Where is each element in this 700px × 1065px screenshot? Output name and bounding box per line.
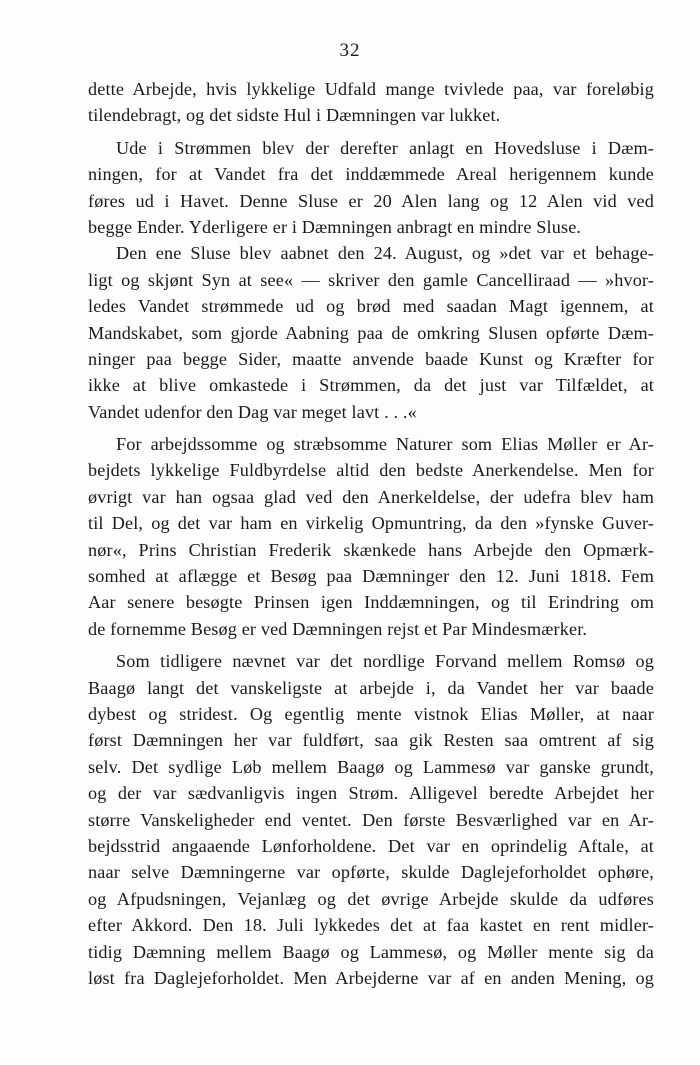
body-text — [88, 76, 654, 991]
text-line: og der var sædvanligvis ingen Strøm. Alligevel beredte Arbejdet her — [88, 783, 654, 804]
text-line: først Dæmningen her var fuldført, saa gik Resten saa omtrent af sig — [88, 730, 654, 751]
paragraph — [88, 135, 654, 241]
text-line: føres ud i Havet. Denne Sluse er 20 Alen lang og 12 Alen vid ved — [88, 190, 654, 211]
text-line: Den ene Sluse blev aabnet den 24. August, og »det var et behage- — [116, 243, 654, 264]
text-line: Baagø langt det vanskeligste at arbejde i, da Vandet her var baade — [88, 677, 654, 698]
text-line: til Del, og det var ham en virkelig Opmuntring, da den »fynske Guver- — [88, 513, 654, 534]
text-line: tidig Dæmning mellem Baagø og Lammesø, og Møller mente sig da — [88, 941, 654, 962]
text-line: de fornemme Besøg er ved Dæmningen rejst et Par Mindesmærker. — [88, 618, 588, 639]
text-line: nør«, Prins Christian Frederik skænkede hans Arbejde den Opmærk- — [88, 539, 654, 560]
text-line: somhed at aflægge et Besøg paa Dæmninger den 12. Juni 1818. Fem — [88, 566, 654, 587]
paragraph — [88, 76, 654, 129]
text-line: Ude i Strømmen blev der derefter anlagt en Hovedsluse i Dæm- — [116, 137, 654, 158]
text-line: øvrigt var han ogsaa glad ved den Anerkeldelse, der udefra blev ham — [88, 486, 654, 507]
paragraph — [88, 431, 654, 642]
text-line: For arbejdssomme og stræbsomme Naturer som Elias Møller er Ar- — [116, 434, 654, 455]
paragraph — [88, 648, 654, 991]
text-line: dybest og stridest. Og egentlig mente vistnok Elias Møller, at naar — [88, 703, 654, 724]
text-line: bejdsstrid angaaende Lønforholdene. Det var en oprindelig Aftale, at — [88, 835, 654, 856]
text-line: Som tidligere nævnet var det nordlige Forvand mellem Romsø og — [116, 651, 654, 672]
text-line: større Vanskeligheder end ventet. Den første Besværlighed var en Ar- — [88, 809, 654, 830]
text-line: Aar senere besøgte Prinsen igen Inddæmningen, og til Erindring om — [88, 592, 654, 613]
text-line: Vandet udenfor den Dag var meget lavt . . .« — [88, 401, 417, 422]
text-line: dette Arbejde, hvis lykkelige Udfald mange tvivlede paa, var foreløbig — [88, 79, 654, 99]
text-line: ligt og skjønt Syn at see« — skriver den gamle Cancelliraad — »hvor- — [88, 269, 654, 290]
text-line: ninger paa begge Sider, maatte anvende baade Kunst og Kræfter for — [88, 348, 654, 369]
text-line: begge Ender. Yderligere er i Dæmningen anbragt en mindre Sluse. — [88, 216, 582, 237]
text-line: og Afpudsningen, Vejanlæg og det øvrige Arbejde skulde da udføres — [88, 888, 654, 909]
paragraph — [88, 240, 654, 425]
text-line: ikke at blive omkastede i Strømmen, da det just var Tilfældet, at — [88, 375, 654, 396]
text-line: løst fra Daglejeforholdet. Men Arbejderne var af en anden Mening, og — [88, 967, 654, 988]
text-line: tilendebragt, og det sidste Hul i Dæmningen var lukket. — [88, 105, 501, 126]
text-line: Mandskabet, som gjorde Aabning paa de omkring Slusen opførte Dæm- — [88, 322, 654, 343]
text-line: ningen, for at Vandet fra det inddæmmede Areal herigennem kunde — [88, 164, 654, 185]
text-line: ledes Vandet strømmede ud og brød med saadan Magt igennem, at — [88, 296, 654, 317]
text-line: selv. Det sydlige Løb mellem Baagø og Lammesø var ganske grundt, — [88, 756, 654, 777]
text-line: bejdets lykkelige Fuldbyrdelse altid den bedste Anerkendelse. Men for — [88, 460, 654, 481]
page-number: 32 — [339, 40, 361, 61]
text-line: efter Akkord. Den 18. Juli lykkedes det at faa kastet en rent midler- — [88, 915, 654, 936]
text-line: naar selve Dæmningerne var opførte, skulde Daglejeforholdet ophøre, — [88, 862, 654, 883]
